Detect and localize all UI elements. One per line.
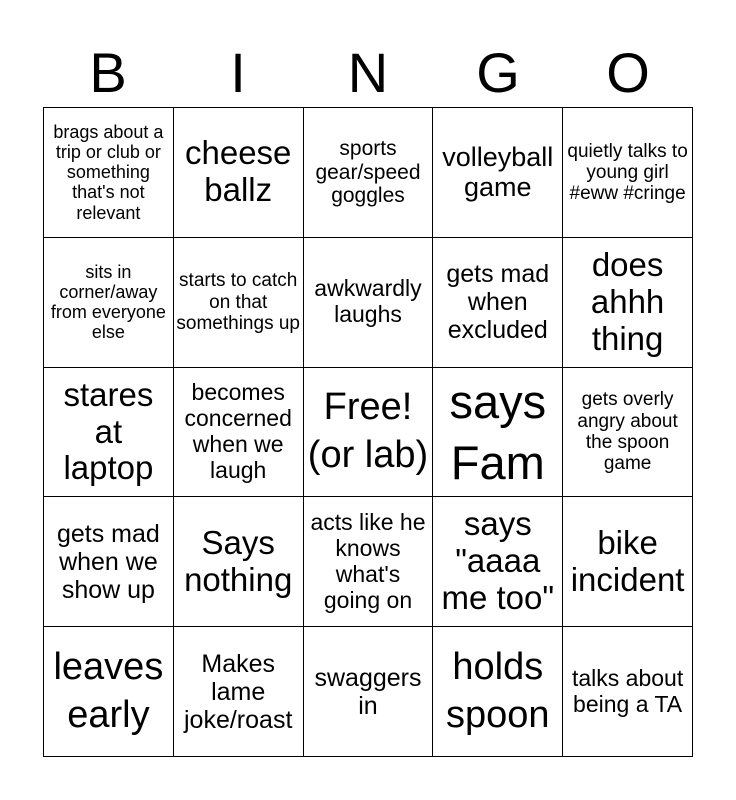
bingo-cell[interactable]: stares at laptop [44, 368, 174, 498]
bingo-cell[interactable]: Says nothing [174, 497, 304, 627]
bingo-cell[interactable]: gets mad when excluded [433, 238, 563, 368]
bingo-cell[interactable]: talks about being a TA [563, 627, 693, 757]
bingo-cell[interactable]: gets mad when we show up [44, 497, 174, 627]
header-letter-g: G [476, 41, 520, 104]
header-letter-b: B [89, 41, 127, 104]
bingo-cell[interactable]: leaves early [44, 627, 174, 757]
bingo-cell[interactable]: swaggers in [304, 627, 434, 757]
bingo-cell[interactable]: quietly talks to young girl #eww #cringe [563, 108, 693, 238]
bingo-cell[interactable]: acts like he knows what's going on [304, 497, 434, 627]
bingo-cell[interactable]: sports gear/speed goggles [304, 108, 434, 238]
free-space-cell[interactable]: Free! (or lab) [304, 368, 434, 498]
bingo-cell[interactable]: bike incident [563, 497, 693, 627]
bingo-cell[interactable]: gets overly angry about the spoon game [563, 368, 693, 498]
bingo-cell[interactable]: Makes lame joke/roast [174, 627, 304, 757]
bingo-cell[interactable]: starts to catch on that somethings up [174, 238, 304, 368]
bingo-cell[interactable]: does ahhh thing [563, 238, 693, 368]
bingo-cell[interactable]: sits in corner/away from everyone else [44, 238, 174, 368]
bingo-grid [43, 107, 693, 757]
header-letter-i: I [230, 41, 246, 104]
bingo-cell[interactable]: says Fam [433, 368, 563, 498]
bingo-cell[interactable]: awkwardly laughs [304, 238, 434, 368]
bingo-cell[interactable]: cheese ballz [174, 108, 304, 238]
bingo-cell[interactable]: brags about a trip or club or something that's not relevant [44, 108, 174, 238]
bingo-cell[interactable]: says "aaaa me too" [433, 497, 563, 627]
header-letter-n: N [347, 41, 389, 104]
header-letter-o: O [606, 41, 650, 104]
bingo-header [43, 40, 693, 106]
bingo-cell[interactable]: volleyball game [433, 108, 563, 238]
bingo-cell[interactable]: becomes concerned when we laugh [174, 368, 304, 498]
bingo-cell[interactable]: holds spoon [433, 627, 563, 757]
